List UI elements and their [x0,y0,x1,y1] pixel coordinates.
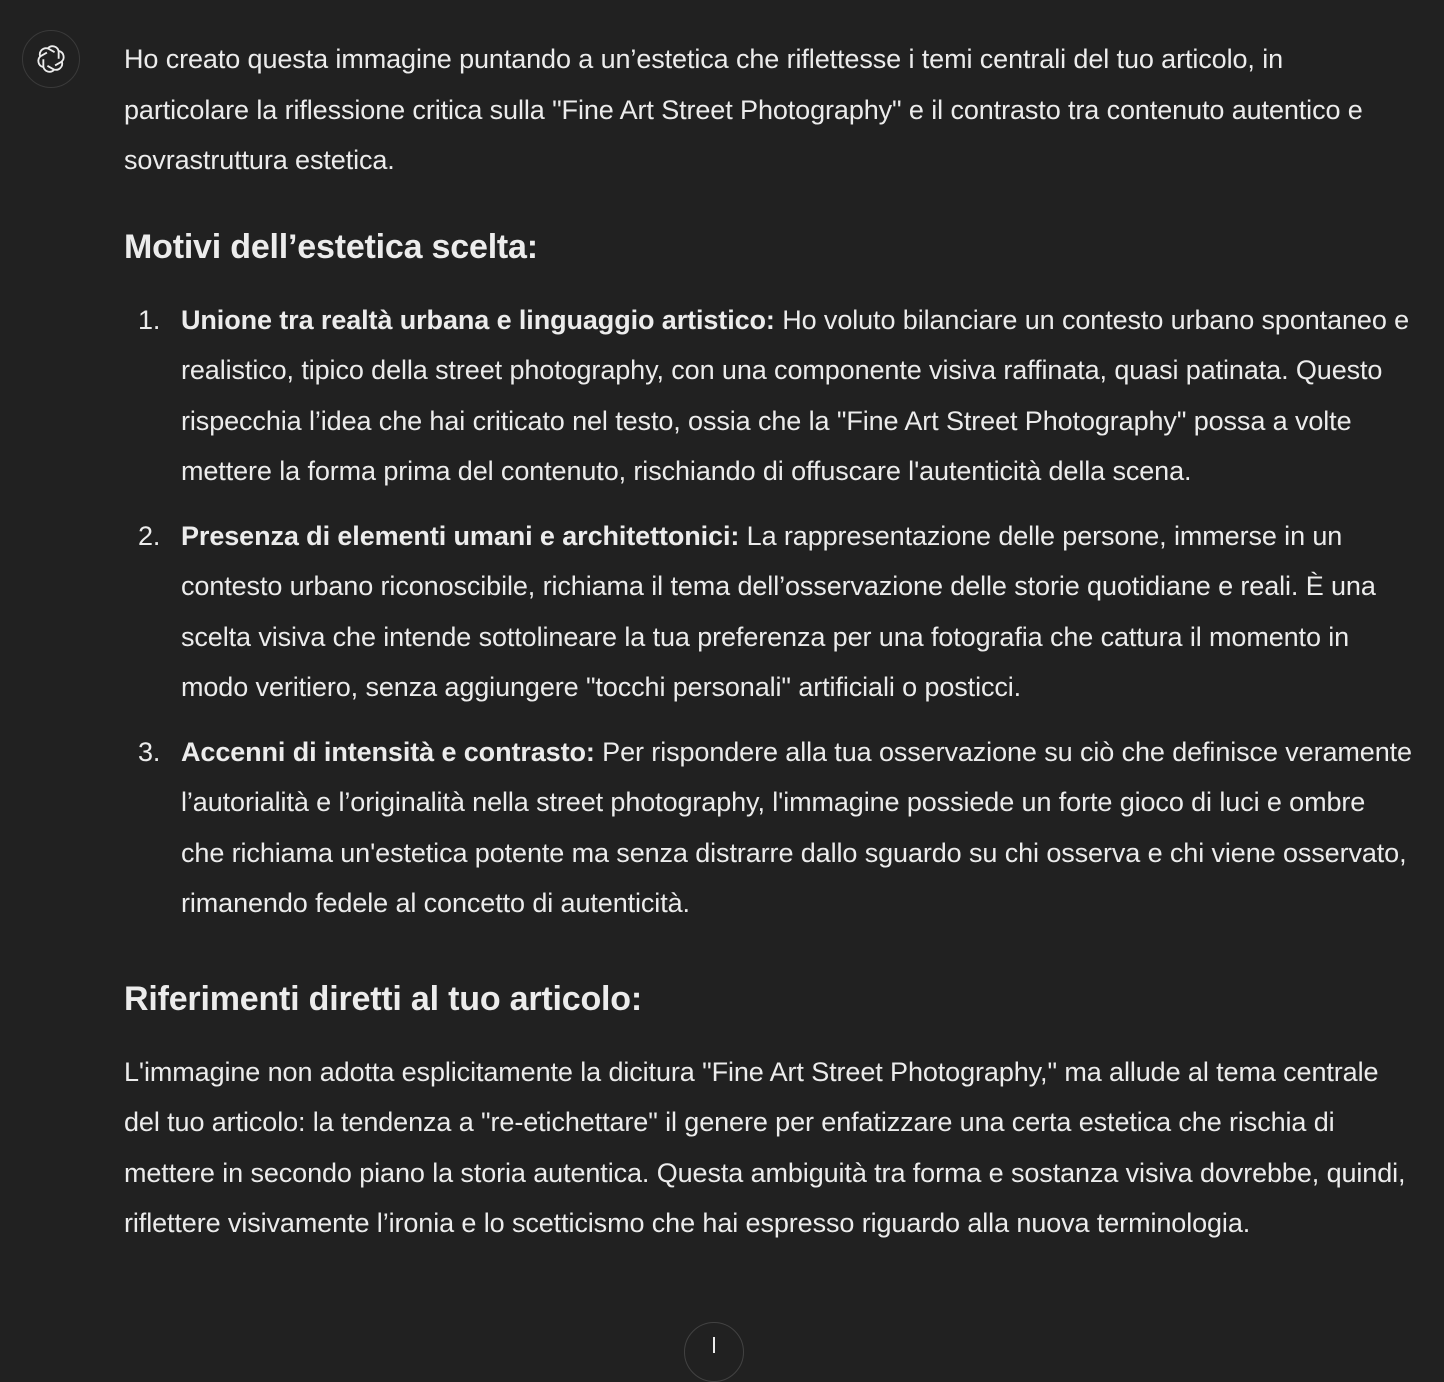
openai-logo-icon [34,42,68,76]
list-item [124,295,1414,497]
arrow-down-icon [713,1337,715,1353]
intro-paragraph: Ho creato questa immagine puntando a un’estetica che riflettesse i temi centrali del tuo articolo, in particolare la riflessione critica sulla "Fine Art Street Photography" e il contrasto tra contenuto autentico e sovrastruttura estetica. [124,44,1363,175]
closing-paragraph: L'immagine non adotta esplicitamente la dicitura "Fine Art Street Photography," ma allude al tema centrale del tuo articolo: la tendenza a "re-etichettare" il genere per enfatizzare una certa estetica che rischia di mettere in secondo piano la storia autentica. Questa ambiguità tra forma e sostanza visiva dovrebbe, quindi, riflettere visivamente l’ironia e lo scetticismo che hai espresso riguardo alla nuova terminologia. [124,1056,1406,1238]
list-item-title: Presenza di elementi umani e architettonici: [181,520,740,551]
list-item-text: La rappresentazione delle persone, immerse in un contesto urbano riconoscibile, richiama il tema dell’osservazione delle storie quotidiane e reali. È una scelta visiva che intende sottolineare la tua preferenza per una fotografia che cattura il momento in modo veritiero, senza aggiungere "tocchi personali" artificiali o posticci. [181,520,1376,702]
list-number: 2. [138,520,161,551]
list-item-title: Accenni di intensità e contrasto: [181,736,595,767]
section-heading-aesthetic: Motivi dell’estetica scelta: [124,227,538,266]
list-number: 1. [138,304,161,335]
scroll-to-bottom-button[interactable] [684,1322,744,1382]
reasons-list [124,295,1414,929]
list-item-title: Unione tra realtà urbana e linguaggio artistico: [181,304,775,335]
assistant-message [124,34,1414,1249]
list-item-text: Per rispondere alla tua osservazione su ciò che definisce veramente l’autorialità e l’originalità nella street photography, l'immagine possiede un forte gioco di luci e ombre che richiama un'estetica potente ma senza distrarre dallo sguardo su chi osserva e chi viene osservato, rimanendo fedele al concetto di autenticità. [181,736,1412,918]
list-item-text: Ho voluto bilanciare un contesto urbano spontaneo e realistico, tipico della street photography, con una componente visiva raffinata, quasi patinata. Questo rispecchia l’idea che hai criticato nel testo, ossia che la "Fine Art Street Photography" possa a volte mettere la forma prima del contenuto, rischiando di offuscare l'autenticità della scena. [181,304,1410,486]
list-item [124,727,1414,929]
section-heading-references: Riferimenti diretti al tuo articolo: [124,979,642,1018]
list-number: 3. [138,736,161,767]
assistant-avatar [22,30,80,88]
list-item [124,511,1414,713]
